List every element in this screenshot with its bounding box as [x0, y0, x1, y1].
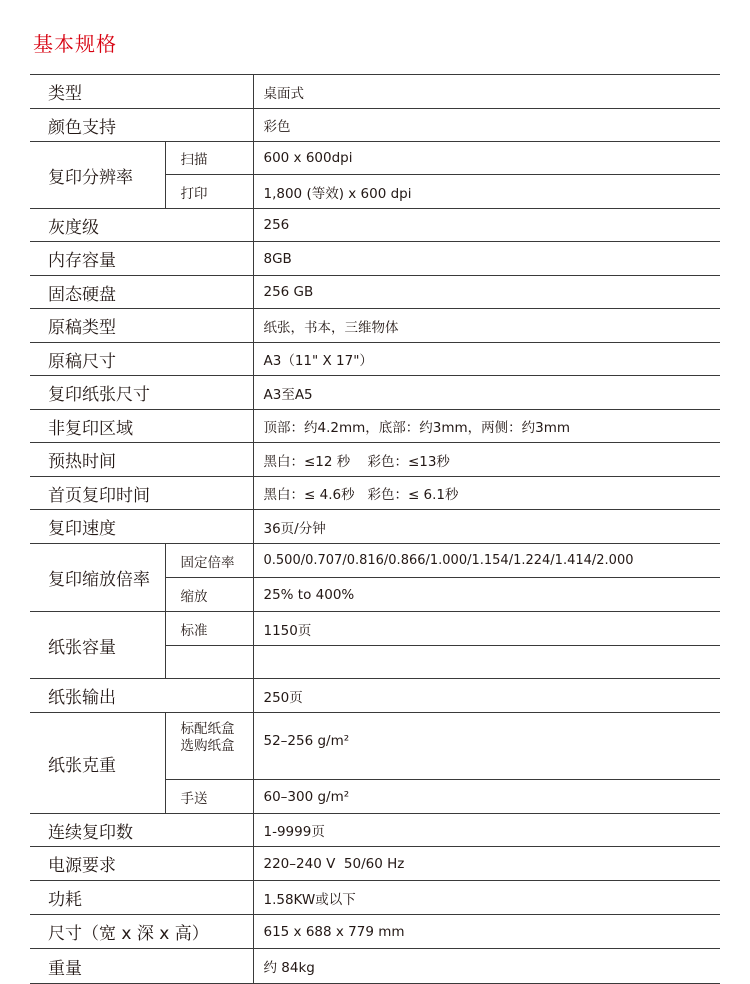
- spec-label: 纸张容量: [30, 612, 165, 679]
- spec-label: 首页复印时间: [30, 477, 253, 510]
- spec-row-color: [30, 109, 720, 142]
- spec-label: 纸张克重: [30, 713, 165, 814]
- spec-label: 类型: [30, 75, 253, 109]
- spec-value: 黑白：≤12 秒 彩色：≤13秒: [253, 443, 720, 477]
- spec-label: 复印分辨率: [30, 142, 165, 209]
- spec-sublabel: 打印: [165, 175, 253, 209]
- spec-value: 约 84kg: [253, 949, 720, 984]
- spec-value-empty: [253, 646, 720, 679]
- spec-row-warmup: [30, 443, 720, 477]
- spec-row-resolution-scan: [30, 142, 720, 175]
- spec-value: 250页: [253, 679, 720, 713]
- spec-value: 纸张，书本，三维物体: [253, 309, 720, 343]
- spec-sublabel-empty: [165, 646, 253, 679]
- spec-sublabel: 缩放: [165, 578, 253, 612]
- spec-sublabel: [165, 713, 253, 780]
- spec-sublabel: 手送: [165, 780, 253, 814]
- spec-label: 灰度级: [30, 209, 253, 242]
- spec-sublabel-line: 选购纸盒: [180, 738, 235, 754]
- spec-sublabel: 固定倍率: [165, 544, 253, 578]
- spec-value: 60–300 g/m²: [253, 780, 720, 814]
- spec-value: 256: [253, 209, 720, 242]
- spec-row-paper-output: [30, 679, 720, 713]
- spec-label: 重量: [30, 949, 253, 984]
- spec-label: 电源要求: [30, 847, 253, 881]
- spec-label: 固态硬盘: [30, 276, 253, 309]
- spec-sublabel: 标准: [165, 612, 253, 646]
- spec-row-first-copy: [30, 477, 720, 510]
- spec-row-consumption: [30, 881, 720, 915]
- spec-value: 220–240 V 50/60 Hz: [253, 847, 720, 881]
- spec-label: 尺寸（宽 x 深 x 高）: [30, 915, 253, 949]
- spec-value: 黑白：≤ 4.6秒 彩色：≤ 6.1秒: [253, 477, 720, 510]
- spec-value: 彩色: [253, 109, 720, 142]
- spec-row-dimensions: [30, 915, 720, 949]
- spec-row-copy-paper-size: [30, 376, 720, 410]
- spec-row-copy-speed: [30, 510, 720, 544]
- spec-value: 256 GB: [253, 276, 720, 309]
- spec-row-weight: [30, 949, 720, 984]
- spec-row-continuous: [30, 814, 720, 847]
- spec-value: 25% to 400%: [253, 578, 720, 612]
- spec-label: 复印缩放倍率: [30, 544, 165, 612]
- spec-row-memory: [30, 242, 720, 276]
- spec-value: 8GB: [253, 242, 720, 276]
- spec-table: [30, 74, 720, 984]
- spec-label: 纸张输出: [30, 679, 253, 713]
- spec-value: 615 x 688 x 779 mm: [253, 915, 720, 949]
- spec-row-non-copy-area: [30, 410, 720, 443]
- spec-row-paper-capacity-standard: [30, 612, 720, 646]
- spec-value: 1150页: [253, 612, 720, 646]
- spec-label: 颜色支持: [30, 109, 253, 142]
- spec-row-ssd: [30, 276, 720, 309]
- spec-row-power: [30, 847, 720, 881]
- spec-row-paper-weight-tray: [30, 713, 720, 780]
- spec-value: 600 x 600dpi: [253, 142, 720, 175]
- spec-value: 1,800 (等效) x 600 dpi: [253, 175, 720, 209]
- spec-value: 顶部：约4.2mm，底部：约3mm，两侧：约3mm: [253, 410, 720, 443]
- spec-label: 预热时间: [30, 443, 253, 477]
- spec-value: A3至A5: [253, 376, 720, 410]
- spec-label: 复印纸张尺寸: [30, 376, 253, 410]
- spec-row-grayscale: [30, 209, 720, 242]
- spec-sublabel: 扫描: [165, 142, 253, 175]
- spec-value: 52–256 g/m²: [253, 713, 720, 780]
- spec-row-zoom-fixed: [30, 544, 720, 578]
- spec-value: 0.500/0.707/0.816/0.866/1.000/1.154/1.224/1.414/2.000: [253, 544, 720, 578]
- spec-label: 复印速度: [30, 510, 253, 544]
- spec-label: 非复印区域: [30, 410, 253, 443]
- spec-value: 1.58KW或以下: [253, 881, 720, 915]
- spec-row-original-size: [30, 343, 720, 376]
- spec-label: 原稿尺寸: [30, 343, 253, 376]
- spec-label: 内存容量: [30, 242, 253, 276]
- spec-sublabel-line: 标配纸盒: [180, 721, 235, 737]
- spec-label: 功耗: [30, 881, 253, 915]
- spec-label: 连续复印数: [30, 814, 253, 847]
- spec-label: 原稿类型: [30, 309, 253, 343]
- section-title: 基本规格: [33, 32, 117, 56]
- spec-row-original-type: [30, 309, 720, 343]
- spec-value: A3（11" X 17"）: [253, 343, 720, 376]
- spec-value: 桌面式: [253, 75, 720, 109]
- spec-row-type: [30, 75, 720, 109]
- spec-value: 36页/分钟: [253, 510, 720, 544]
- spec-value: 1-9999页: [253, 814, 720, 847]
